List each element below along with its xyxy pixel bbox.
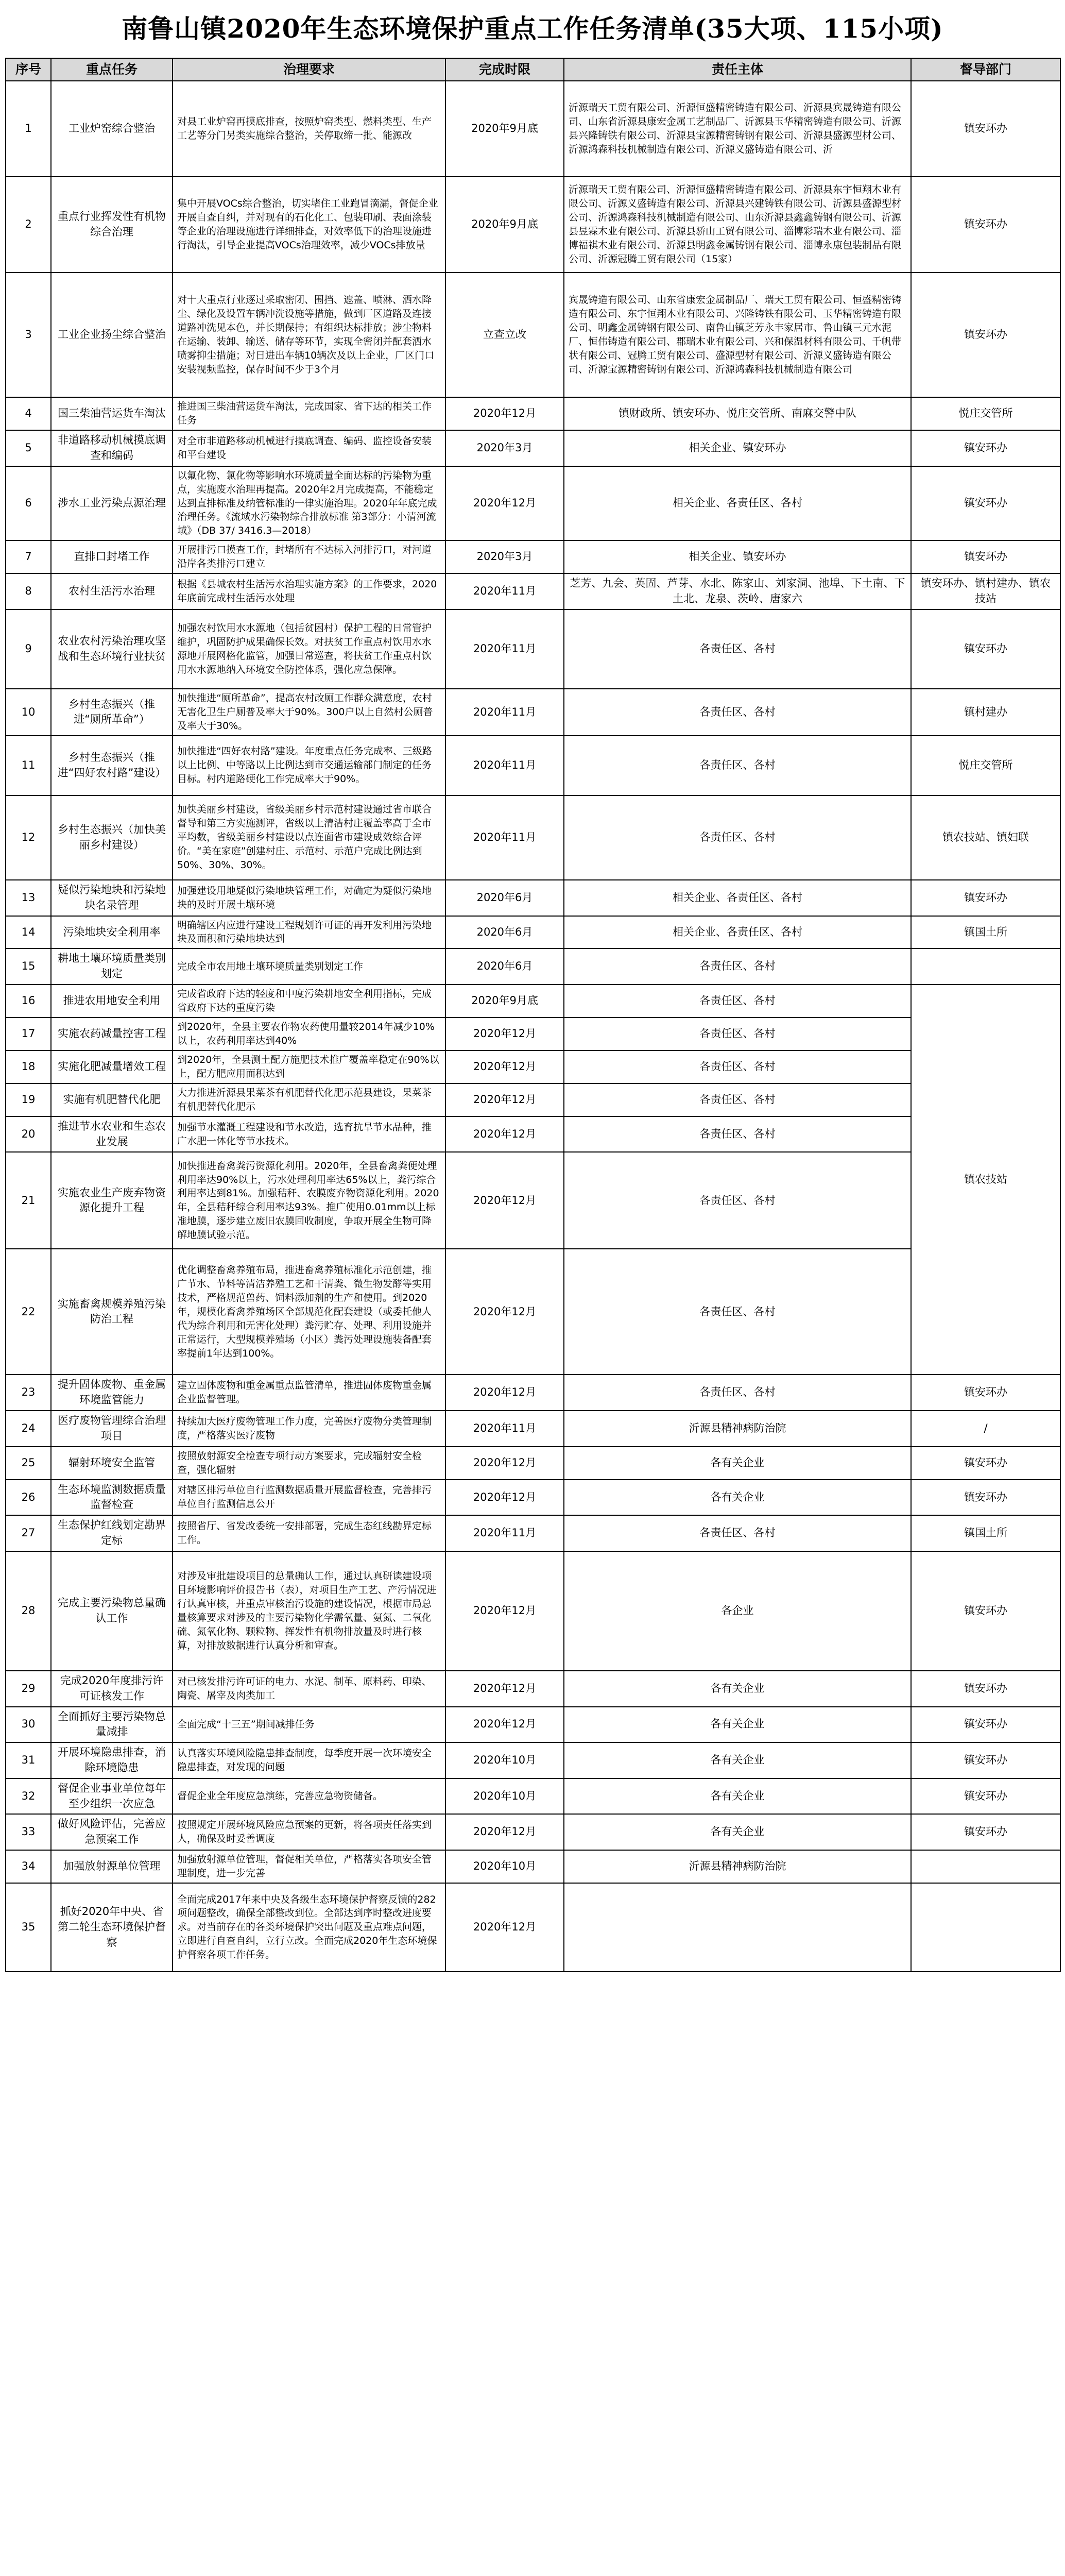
cell-due: 2020年12月 (445, 1050, 564, 1083)
cell-dept: 镇安环办 (911, 1707, 1060, 1743)
cell-dept: 悦庄交管所 (911, 736, 1060, 795)
table-row (6, 573, 1060, 609)
cell-dept (911, 948, 1060, 985)
cell-no: 20 (6, 1116, 51, 1153)
cell-owner: 各责任区、各村 (564, 985, 911, 1018)
cell-no: 26 (6, 1480, 51, 1516)
cell-dept: 镇安环办 (911, 1480, 1060, 1516)
table-row (6, 1116, 1060, 1153)
cell-owner: 各有关企业 (564, 1742, 911, 1778)
cell-requirement: 大力推进沂源县果菜茶有机肥替代化肥示范县建设，果菜茶有机肥替代化肥示 (173, 1083, 445, 1116)
cell-due: 2020年3月 (445, 430, 564, 466)
cell-owner: 各有关企业 (564, 1778, 911, 1815)
cell-requirement: 认真落实环境风险隐患排查制度，每季度开展一次环境安全隐患排查，对发现的问题 (173, 1742, 445, 1778)
cell-no: 3 (6, 273, 51, 397)
cell-dept: 悦庄交管所 (911, 397, 1060, 430)
cell-requirement: 到2020年，全县测土配方施肥技术推广覆盖率稳定在90%以上，配方肥应用面积达到 (173, 1050, 445, 1083)
header-no: 序号 (6, 58, 51, 81)
cell-no: 15 (6, 948, 51, 985)
table-row (6, 81, 1060, 177)
cell-owner: 沂源县精神病防治院 (564, 1850, 911, 1883)
cell-no: 25 (6, 1447, 51, 1480)
cell-owner: 各责任区、各村 (564, 795, 911, 880)
cell-dept: / (911, 1411, 1060, 1447)
cell-requirement: 以氟化物、氯化物等影响水环境质量全面达标的污染物为重点，实施废水治理再提高。2020年2月完成提高，不能稳定达到直排标准及纳管标准的一律实施治理。2020年年底完成治理任务。《流域水污染物综合排放标准 第3部分：小清河流域》（DB 37/ 3416.3—2018） (173, 466, 445, 541)
table-row (6, 273, 1060, 397)
cell-dept: 镇安环办 (911, 177, 1060, 273)
cell-owner: 各责任区、各村 (564, 1515, 911, 1551)
table-row (6, 736, 1060, 795)
cell-requirement: 加强放射源单位管理，督促相关单位，严格落实各项安全管理制度，进一步完善 (173, 1850, 445, 1883)
cell-no: 23 (6, 1375, 51, 1411)
cell-no: 7 (6, 540, 51, 573)
header-due: 完成时限 (445, 58, 564, 81)
cell-requirement: 明确辖区内应进行建设工程规划许可证的再开发利用污染地块及面积和污染地块达到 (173, 916, 445, 949)
cell-task: 抓好2020年中央、省第二轮生态环境保护督察 (51, 1883, 173, 1972)
cell-requirement: 推进国三柴油营运货车淘汰，完成国家、省下达的相关工作任务 (173, 397, 445, 430)
cell-requirement: 按照规定开展环境风险应急预案的更新，将各项责任落实到人，确保及时妥善调度 (173, 1814, 445, 1850)
cell-task: 开展环境隐患排查，消除环境隐患 (51, 1742, 173, 1778)
cell-owner: 沂源县精神病防治院 (564, 1411, 911, 1447)
cell-due: 2020年10月 (445, 1778, 564, 1815)
cell-requirement: 全面完成2017年来中央及各级生态环境保护督察反馈的282项问题整改，确保全部整改到位。全部达到序时整改进度要求。对当前存在的各类环境保护突出问题及重点难点问题，立即进行自查自纠，立行立改。全面完成2020年生态环境保护督察各项工作任务。 (173, 1883, 445, 1972)
header-owner: 责任主体 (564, 58, 911, 81)
cell-dept: 镇国土所 (911, 1515, 1060, 1551)
cell-no: 21 (6, 1152, 51, 1249)
cell-dept: 镇安环办 (911, 273, 1060, 397)
cell-dept: 镇安环办 (911, 1375, 1060, 1411)
cell-owner (564, 1883, 911, 1972)
cell-no: 34 (6, 1850, 51, 1883)
cell-requirement: 集中开展VOCs综合整治，切实堵住工业跑冒滴漏，督促企业开展自查自纠，并对现有的石化化工、包装印刷、表面涂装等企业的治理设施进行详细排查，对效率低下的治理设施进行淘汰，引导企业提高VOCs治理效率，减少VOCs排放量 (173, 177, 445, 273)
cell-due: 2020年3月 (445, 540, 564, 573)
table-row (6, 1551, 1060, 1671)
cell-task: 生态环境监测数据质量监督检查 (51, 1480, 173, 1516)
cell-owner: 各有关企业 (564, 1707, 911, 1743)
table-row (6, 1480, 1060, 1516)
cell-requirement: 加强节水灌溉工程建设和节水改造，选育抗旱节水品种，推广水肥一体化等节水技术。 (173, 1116, 445, 1153)
cell-requirement: 加快推进畜禽粪污资源化利用。2020年，全县畜禽粪便处理利用率达90%以上，污水处理利用率达65%以上，粪污综合利用率达到81%。加强秸秆、农膜废弃物资源化利用。2020年，全县秸秆综合利用率达93%。推广使用0.01mm以上标准地膜，逐步建立废旧农膜回收制度，争取开展全生物可降解地膜试验示范。 (173, 1152, 445, 1249)
table-row (6, 1083, 1060, 1116)
cell-no: 18 (6, 1050, 51, 1083)
cell-task: 疑似污染地块和污染地块名录管理 (51, 880, 173, 916)
table-row (6, 397, 1060, 430)
table-row (6, 177, 1060, 273)
cell-dept: 镇村建办 (911, 689, 1060, 736)
cell-requirement: 根据《县城农村生活污水治理实施方案》的工作要求，2020年底前完成村生活污水处理 (173, 573, 445, 609)
cell-dept (911, 1850, 1060, 1883)
cell-owner: 各责任区、各村 (564, 1116, 911, 1153)
cell-due: 2020年12月 (445, 1116, 564, 1153)
cell-owner: 各责任区、各村 (564, 609, 911, 689)
cell-owner: 相关企业、镇安环办 (564, 430, 911, 466)
cell-task: 推进节水农业和生态农业发展 (51, 1116, 173, 1153)
cell-task: 涉水工业污染点源治理 (51, 466, 173, 541)
cell-no: 22 (6, 1249, 51, 1375)
cell-due: 2020年12月 (445, 1083, 564, 1116)
cell-requirement: 全面完成“十三五”期间减排任务 (173, 1707, 445, 1743)
cell-owner: 沂源瑞天工贸有限公司、沂源恒盛精密铸造有限公司、沂源县宾晟铸造有限公司、山东省沂源县康宏金属工艺制品厂、沂源县玉华精密铸造有限公司、沂源县兴隆铸铁有限公司、沂源县宝源精密铸钢有限公司、沂源县盛源型材公司、沂源鸿森科技机械制造有限公司、沂源义盛铸造有限公司、沂 (564, 81, 911, 177)
table-row (6, 540, 1060, 573)
cell-no: 31 (6, 1742, 51, 1778)
cell-dept: 镇安环办 (911, 1778, 1060, 1815)
table-row (6, 1778, 1060, 1815)
table-body (6, 81, 1060, 1972)
table-row (6, 795, 1060, 880)
cell-dept: 镇安环办 (911, 1814, 1060, 1850)
table-row (6, 1814, 1060, 1850)
cell-owner: 相关企业、镇安环办 (564, 540, 911, 573)
document-title: 南鲁山镇2020年生态环境保护重点工作任务清单(35大项、115小项) (122, 13, 943, 44)
cell-task: 生态保护红线划定勘界定标 (51, 1515, 173, 1551)
cell-no: 19 (6, 1083, 51, 1116)
cell-task: 推进农用地安全利用 (51, 985, 173, 1018)
table-row (6, 1742, 1060, 1778)
cell-task: 实施农业生产废弃物资源化提升工程 (51, 1152, 173, 1249)
cell-due: 2020年11月 (445, 573, 564, 609)
cell-no: 33 (6, 1814, 51, 1850)
cell-task: 工业炉窑综合整治 (51, 81, 173, 177)
cell-requirement: 到2020年，全县主要农作物农药使用量较2014年减少10%以上，农药利用率达到40% (173, 1018, 445, 1050)
table-row (6, 1018, 1060, 1050)
cell-due: 2020年11月 (445, 609, 564, 689)
cell-requirement: 按照放射源安全检查专项行动方案要求，完成辐射安全检查，强化辐射 (173, 1447, 445, 1480)
cell-no: 8 (6, 573, 51, 609)
cell-requirement: 加强建设用地疑似污染地块管理工作，对确定为疑似污染地块的及时开展土壤环境 (173, 880, 445, 916)
cell-no: 30 (6, 1707, 51, 1743)
cell-task: 重点行业挥发性有机物综合治理 (51, 177, 173, 273)
cell-no: 5 (6, 430, 51, 466)
table-row (6, 609, 1060, 689)
cell-no: 24 (6, 1411, 51, 1447)
cell-requirement: 对已核发排污许可证的电力、水泥、制革、原料药、印染、陶瓷、屠宰及肉类加工 (173, 1671, 445, 1707)
cell-dept: 镇安环办 (911, 540, 1060, 573)
cell-due: 2020年12月 (445, 397, 564, 430)
cell-task: 做好风险评估，完善应急预案工作 (51, 1814, 173, 1850)
table-row (6, 689, 1060, 736)
cell-owner: 各有关企业 (564, 1671, 911, 1707)
cell-owner: 各责任区、各村 (564, 1375, 911, 1411)
table-row (6, 1152, 1060, 1249)
cell-due: 2020年12月 (445, 1018, 564, 1050)
cell-task: 乡村生态振兴（加快美丽乡村建设） (51, 795, 173, 880)
cell-owner: 各责任区、各村 (564, 1050, 911, 1083)
cell-no: 1 (6, 81, 51, 177)
cell-due: 2020年6月 (445, 948, 564, 985)
cell-owner: 相关企业、各责任区、各村 (564, 916, 911, 949)
cell-dept: 镇安环办 (911, 1447, 1060, 1480)
cell-owner: 相关企业、各责任区、各村 (564, 880, 911, 916)
task-table (5, 58, 1061, 1972)
cell-dept (911, 1883, 1060, 1972)
table-row (6, 430, 1060, 466)
cell-dept: 镇安环办 (911, 466, 1060, 541)
cell-no: 29 (6, 1671, 51, 1707)
cell-due: 2020年11月 (445, 689, 564, 736)
cell-dept: 镇安环办 (911, 609, 1060, 689)
table-row (6, 1515, 1060, 1551)
cell-no: 2 (6, 177, 51, 273)
cell-no: 9 (6, 609, 51, 689)
table-row (6, 1375, 1060, 1411)
cell-due: 2020年12月 (445, 1375, 564, 1411)
cell-task: 实施农药减量控害工程 (51, 1018, 173, 1050)
cell-owner: 各责任区、各村 (564, 689, 911, 736)
cell-no: 6 (6, 466, 51, 541)
cell-task: 农业农村污染治理攻坚战和生态环境行业扶贫 (51, 609, 173, 689)
cell-requirement: 加强农村饮用水水源地（包括贫困村）保护工程的日常管护维护，巩固防护成果确保长效。对扶贫工作重点村饮用水水源地开展网格化监管，加强日常巡查，将扶贫工作重点村饮用水水源地纳入环境安全防控体系，强化应急保障。 (173, 609, 445, 689)
cell-task: 工业企业扬尘综合整治 (51, 273, 173, 397)
cell-requirement: 完成省政府下达的轻度和中度污染耕地安全利用指标，完成省政府下达的重度污染 (173, 985, 445, 1018)
cell-no: 27 (6, 1515, 51, 1551)
cell-owner: 宾晟铸造有限公司、山东省康宏金属制品厂、瑞天工贸有限公司、恒盛精密铸造有限公司、东宇恒翔木业有限公司、兴隆铸铁有限公司、玉华精密铸造有限公司、明鑫金属铸钢有限公司、南鲁山镇芝芳永丰家居市、鲁山镇三元水泥厂、恒伟铸造有限公司、郡瑞木业有限公司、兴和保温材料有限公司、千帆带状有限公司、冠腾工贸有限公司、盛源型材有限公司、沂源义盛铸造有限公司、沂源宝源精密铸钢有限公司、沂源鸿森科技机械制造有限公司 (564, 273, 911, 397)
cell-due: 2020年11月 (445, 1411, 564, 1447)
cell-due: 2020年12月 (445, 1249, 564, 1375)
cell-no: 14 (6, 916, 51, 949)
cell-owner: 各有关企业 (564, 1480, 911, 1516)
cell-owner: 各责任区、各村 (564, 1083, 911, 1116)
cell-task: 提升固体废物、重金属环境监管能力 (51, 1375, 173, 1411)
cell-due: 立查立改 (445, 273, 564, 397)
cell-due: 2020年12月 (445, 466, 564, 541)
table-row (6, 1249, 1060, 1375)
table-row (6, 1883, 1060, 1972)
cell-due: 2020年11月 (445, 1515, 564, 1551)
cell-requirement: 督促企业全年度应急演练，完善应急物资储备。 (173, 1778, 445, 1815)
cell-task: 非道路移动机械摸底调查和编码 (51, 430, 173, 466)
cell-dept: 镇国土所 (911, 916, 1060, 949)
cell-owner: 相关企业、各责任区、各村 (564, 466, 911, 541)
table-row (6, 1850, 1060, 1883)
cell-due: 2020年12月 (445, 1480, 564, 1516)
cell-due: 2020年12月 (445, 1814, 564, 1850)
cell-dept: 镇安环办 (911, 430, 1060, 466)
cell-due: 2020年6月 (445, 880, 564, 916)
cell-task: 国三柴油营运货车淘汰 (51, 397, 173, 430)
cell-task: 实施畜禽规模养殖污染防治工程 (51, 1249, 173, 1375)
cell-no: 13 (6, 880, 51, 916)
cell-no: 16 (6, 985, 51, 1018)
cell-no: 32 (6, 1778, 51, 1815)
cell-requirement: 开展排污口摸查工作，封堵所有不达标入河排污口，对河道沿岸各类排污口建立 (173, 540, 445, 573)
cell-owner: 各责任区、各村 (564, 1249, 911, 1375)
cell-no: 10 (6, 689, 51, 736)
cell-no: 35 (6, 1883, 51, 1972)
cell-task: 实施化肥减量增效工程 (51, 1050, 173, 1083)
cell-due: 2020年10月 (445, 1742, 564, 1778)
cell-owner: 各责任区、各村 (564, 736, 911, 795)
cell-due: 2020年12月 (445, 1551, 564, 1671)
cell-dept: 镇安环办 (911, 1742, 1060, 1778)
cell-due: 2020年10月 (445, 1850, 564, 1883)
cell-requirement: 按照省厅、省发改委统一安排部署，完成生态红线勘界定标工作。 (173, 1515, 445, 1551)
table-row (6, 948, 1060, 985)
cell-task: 医疗废物管理综合治理项目 (51, 1411, 173, 1447)
cell-owner: 镇财政所、镇安环办、悦庄交管所、南麻交警中队 (564, 397, 911, 430)
cell-no: 11 (6, 736, 51, 795)
cell-due: 2020年9月底 (445, 985, 564, 1018)
cell-due: 2020年6月 (445, 916, 564, 949)
header-requirement: 治理要求 (173, 58, 445, 81)
cell-requirement: 建立固体废物和重金属重点监管清单，推进固体废物重金属企业监督管理。 (173, 1375, 445, 1411)
cell-due: 2020年11月 (445, 736, 564, 795)
cell-task: 加强放射源单位管理 (51, 1850, 173, 1883)
table-row (6, 466, 1060, 541)
cell-dept: 镇安环办 (911, 880, 1060, 916)
cell-due: 2020年12月 (445, 1671, 564, 1707)
cell-dept: 镇农技站 (911, 985, 1060, 1375)
cell-due: 2020年12月 (445, 1707, 564, 1743)
cell-no: 4 (6, 397, 51, 430)
cell-task: 督促企业事业单位每年至少组织一次应急 (51, 1778, 173, 1815)
cell-task: 全面抓好主要污染物总量减排 (51, 1707, 173, 1743)
header-dept: 督导部门 (911, 58, 1060, 81)
table-row (6, 985, 1060, 1018)
cell-owner: 沂源瑞天工贸有限公司、沂源恒盛精密铸造有限公司、沂源县东宇恒翔木业有限公司、沂源义盛铸造有限公司、沂源县兴建铸铁有限公司、沂源县盛源型材公司、沂源鸿森科技机械制造有限公司、山东沂源县鑫鑫铸钢有限公司、沂源县昱霖木业有限公司、沂源县骄山工贸有限公司、淄博彩瑞木业有限公司、淄博福祺木业有限公司、沂源县明鑫金属铸钢有限公司、淄博永康包装制品有限公司、沂源冠腾工贸有限公司（15家） (564, 177, 911, 273)
cell-requirement: 对辖区排污单位自行监测数据质量开展监督检查，完善排污单位自行监测信息公开 (173, 1480, 445, 1516)
cell-task: 实施有机肥替代化肥 (51, 1083, 173, 1116)
cell-task: 乡村生态振兴（推进“厕所革命”） (51, 689, 173, 736)
cell-dept: 镇安环办 (911, 1551, 1060, 1671)
cell-dept: 镇安环办 (911, 1671, 1060, 1707)
cell-owner: 各责任区、各村 (564, 1152, 911, 1249)
cell-task: 直排口封堵工作 (51, 540, 173, 573)
cell-task: 完成主要污染物总量确认工作 (51, 1551, 173, 1671)
cell-owner: 各有关企业 (564, 1814, 911, 1850)
cell-no: 12 (6, 795, 51, 880)
cell-requirement: 优化调整畜禽养殖布局，推进畜禽养殖标准化示范创建，推广节水、节料等清洁养殖工艺和干清粪、微生物发酵等实用技术，严格规范兽药、饲料添加剂的生产和使用。到2020年，规模化畜禽养殖场区全部规范化配套建设（或委托他人代为综合利用和无害化处理）粪污贮存、处理、利用设施并正常运行，大型规模养殖场（小区）粪污处理设施装备配套率提前1年达到100%。 (173, 1249, 445, 1375)
cell-dept: 镇农技站、镇妇联 (911, 795, 1060, 880)
cell-due: 2020年9月底 (445, 177, 564, 273)
cell-requirement: 对涉及审批建设项目的总量确认工作，通过认真研读建设项目环境影响评价报告书（表），对项目生产工艺、产污情况进行认真审核，并重点审核治污设施的建设情况，根据市局总量核算要求对涉及的主要污染物化学需氧量、氨氮、二氧化硫、氮氧化物、颗粒物、挥发性有机物排放量及时进行核算，对排放数据进行认真分析和审查。 (173, 1551, 445, 1671)
table-row (6, 1411, 1060, 1447)
cell-owner: 各责任区、各村 (564, 1018, 911, 1050)
cell-task: 耕地土壤环境质量类别划定 (51, 948, 173, 985)
cell-requirement: 持续加大医疗废物管理工作力度，完善医疗废物分类管理制度，严格落实医疗废物 (173, 1411, 445, 1447)
cell-requirement: 加快推进“四好农村路”建设。年度重点任务完成率、三级路以上比例、中等路以上比例达到市交通运输部门制定的任务目标。村内道路硬化工作完成率大于90%。 (173, 736, 445, 795)
cell-requirement: 完成全市农用地土壤环境质量类别划定工作 (173, 948, 445, 985)
cell-task: 污染地块安全利用率 (51, 916, 173, 949)
cell-task: 完成2020年度排污许可证核发工作 (51, 1671, 173, 1707)
cell-owner: 各有关企业 (564, 1447, 911, 1480)
cell-due: 2020年12月 (445, 1152, 564, 1249)
cell-owner: 芝芳、九会、英固、芦芽、水北、陈家山、刘家洞、池埠、下土南、下土北、龙泉、茨岭、唐家六 (564, 573, 911, 609)
cell-requirement: 加快推进“厕所革命”，提高农村改厕工作群众满意度，农村无害化卫生户厕普及率大于90%。300户以上自然村公厕普及率大于30%。 (173, 689, 445, 736)
table-row (6, 1671, 1060, 1707)
cell-owner: 各企业 (564, 1551, 911, 1671)
table-row (6, 1447, 1060, 1480)
cell-no: 28 (6, 1551, 51, 1671)
table-row (6, 880, 1060, 916)
cell-dept: 镇安环办、镇村建办、镇农技站 (911, 573, 1060, 609)
table-row (6, 916, 1060, 949)
cell-due: 2020年11月 (445, 795, 564, 880)
cell-task: 辐射环境安全监管 (51, 1447, 173, 1480)
cell-owner: 各责任区、各村 (564, 948, 911, 985)
header-task: 重点任务 (51, 58, 173, 81)
cell-due: 2020年12月 (445, 1447, 564, 1480)
cell-due: 2020年9月底 (445, 81, 564, 177)
cell-due: 2020年12月 (445, 1883, 564, 1972)
table-header-row (6, 58, 1060, 81)
cell-requirement: 对十大重点行业逐过采取密闭、围挡、遮盖、喷淋、洒水降尘、绿化及设置车辆冲洗设施等措施，做到厂区道路及连接道路冲洗见本色，并长期保持；有组织达标排放；涉尘物料在运输、装卸、输送、储存等环节，实现全密闭并配套洒水喷雾抑尘措施；对日进出车辆10辆次及以上企业，厂区门口安装视频监控，保存时间不少于3个月 (173, 273, 445, 397)
cell-no: 17 (6, 1018, 51, 1050)
table-row (6, 1707, 1060, 1743)
table-row (6, 1050, 1060, 1083)
cell-requirement: 对县工业炉窑再摸底排查，按照炉窑类型、燃料类型、生产工艺等分门另类实施综合整治，关停取缔一批、能源改 (173, 81, 445, 177)
cell-task: 乡村生态振兴（推进“四好农村路”建设） (51, 736, 173, 795)
cell-dept: 镇安环办 (911, 81, 1060, 177)
cell-requirement: 对全市非道路移动机械进行摸底调查、编码、监控设备安装和平台建设 (173, 430, 445, 466)
cell-requirement: 加快美丽乡村建设，省级美丽乡村示范村建设通过省市联合督导和第三方实施测评，省级以上清洁村庄覆盖率高于全市平均数，省级美丽乡村建设以点连面省市建设成效综合评价。“美在家庭”创建村庄、示范村、示范户完成比例达到50%、30%、30%。 (173, 795, 445, 880)
cell-task: 农村生活污水治理 (51, 573, 173, 609)
